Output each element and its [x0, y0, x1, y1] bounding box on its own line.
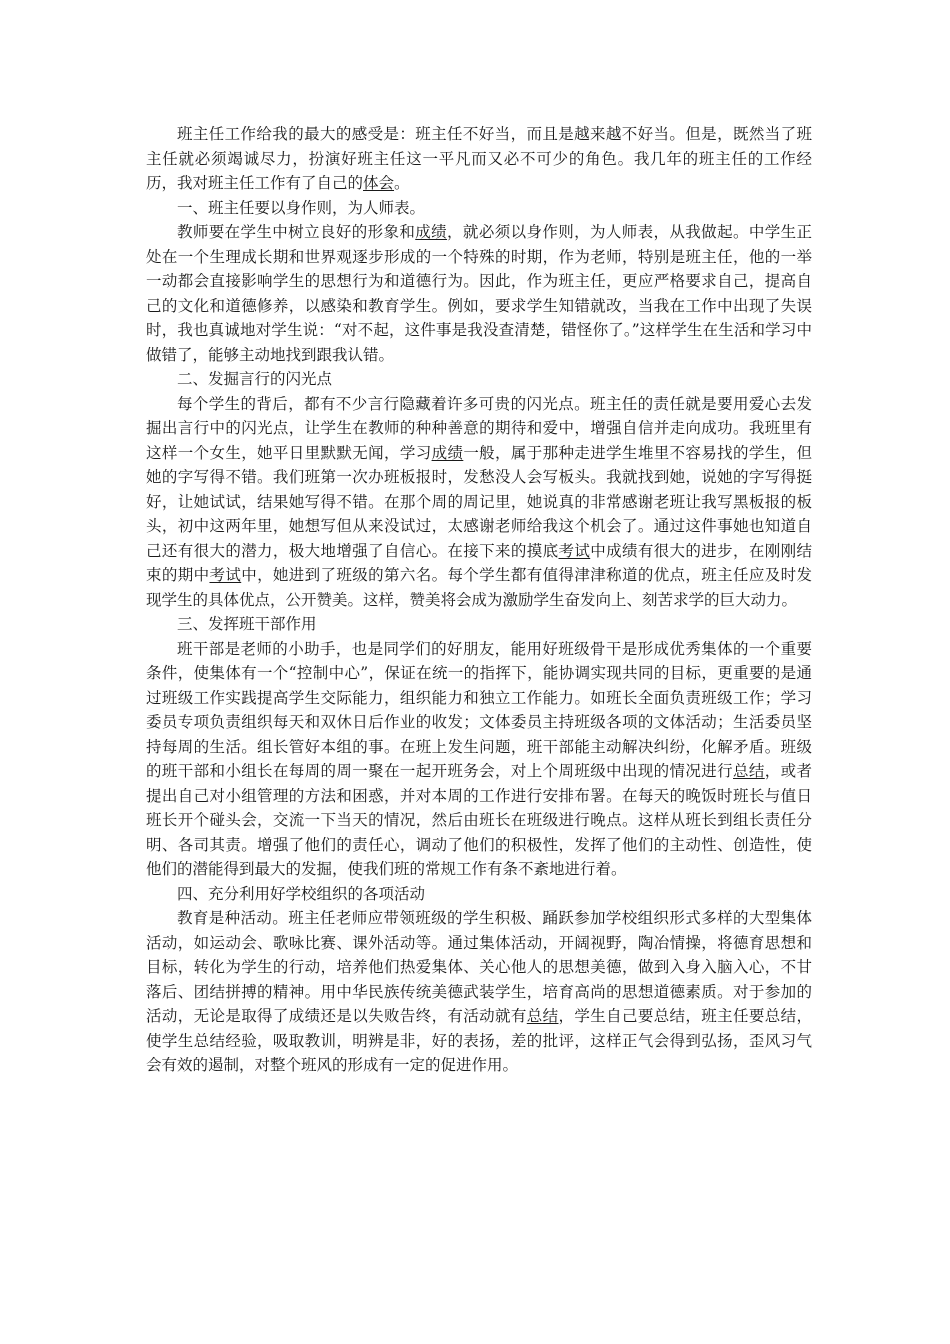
body-paragraph [146, 637, 812, 882]
text-segment: 三、发挥班干部作用 [177, 615, 317, 633]
text-segment: ，就必须以身作则，为人师表，从我做起。中学生正处在一个生理成长期和世界观逐步形成的一个特殊的时期，作为老师，特别是班主任，他的一举一动都会直接影响学生的思想行为和道德行为。因此，作为班主任，更应严格要求自己，提高自己的文化和道德修养，以感染和教育学生。例如，要求学生知错就改，当我在工作中出现了失误时，我也真诚地对学生说：“对不起，这件事是我没查清楚，错怪你了。”这样学生在生活和学习中做错了，能够主动地找到跟我认错。 [146, 223, 812, 364]
text-segment: 每个学生的背后，都有不少言行隐藏着许多可贵的闪光点。班主任的责任就是要用爱心去发掘出言行中的闪光点，让学生在教师的种种善意的期待和爱中，增强自信并走向成功。我班里有这样一个女生，她平日里默默无闻，学习 [146, 394, 812, 462]
text-segment: 二、发掘言行的闪光点 [177, 370, 333, 388]
keyword-link[interactable]: 成绩 [415, 223, 448, 241]
body-paragraph [146, 122, 812, 196]
body-paragraph [146, 392, 812, 613]
text-segment: 教师要在学生中树立良好的形象和 [177, 223, 416, 241]
keyword-link[interactable]: 总结 [526, 1007, 559, 1025]
keyword-link[interactable]: 考试 [558, 541, 591, 560]
text-segment: 班主任工作给我的最大的感受是：班主任不好当，而且是越来越不好当。但是，既然当了班主任就必须竭诚尽力，扮演好班主任这一平凡而又必不可少的角色。我几年的班主任的工作经历，我对班主任工作有了自己的 [146, 125, 812, 192]
text-segment: 。 [394, 174, 410, 192]
text-segment: 一、班主任要以身作则，为人师表。 [177, 198, 426, 217]
text-segment: 中成绩有很大的进步，在刚刚结束的期中 [146, 541, 812, 584]
text-segment: 中，她进到了班级的第六名。每个学生都有值得津津称道的优点，班主任应及时发现学生的具体优点，公开赞美。这样，赞美将会成为激励学生奋发向上、刻苦求学的巨大动力。 [146, 566, 812, 609]
text-segment: 教育是种活动。班主任老师应带领班级的学生积极、踊跃参加学校组织形式多样的大型集体活动，如运动会、歌咏比赛、课外活动等。通过集体活动，开阔视野，陶冶情操，将德育思想和目标，转化为学生的行动，培养他们热爱集体、关心他人的思想美德，做到入身入脑入心，不甘落后、团结拼搏的精神。用中华民族传统美德武装学生，培育高尚的思想道德素质。对于参加的活动，无论是取得了成绩还是以失败告终，有活动就有 [146, 909, 812, 1025]
text-segment: 班干部是老师的小助手，也是同学们的好朋友，能用好班级骨干是形成优秀集体的一个重要条件，使集体有一个“控制中心”，保证在统一的指挥下，能协调实现共同的目标，更重要的是通过班级工作实践提高学生交际能力，组织能力和独立工作能力。如班长全面负责班级工作；学习委员专项负责组织每天和双休日后作业的收发；文体委员主持班级各项的文体活动；生活委员坚持每周的生活。组长管好本组的事。在班上发生问题，班干部能主动解决纠纷，化解矛盾。班级的班干部和小组长在每周的周一聚在一起开班务会，对上个周班级中出现的情况进行 [146, 639, 812, 780]
section-heading [146, 367, 812, 392]
keyword-link[interactable]: 体会 [363, 174, 395, 192]
keyword-link[interactable]: 总结 [733, 762, 765, 780]
body-paragraph [146, 220, 812, 367]
text-segment: ，或者提出自己对小组管理的方法和困惑，并对本周的工作进行安排布署。在每天的晚饭时班长与值日班长开个碰头会，交流一下当天的情况，然后由班长在班级进行晚点。这样从班长到组长责任分明、各司其责。增强了他们的责任心，调动了他们的积极性，发挥了他们的主动性、创造性，使他们的潜能得到最大的发掘，使我们班的常规工作有条不紊地进行着。 [146, 762, 812, 878]
section-heading [146, 612, 812, 637]
keyword-link[interactable]: 考试 [209, 566, 242, 584]
text-segment: ，学生自己要总结，班主任要总结，使学生总结经验，吸取教训，明辨是非，好的表扬，差的批评，这样正气会得到弘扬，歪风习气会有效的遏制，对整个班风的形成有一定的促进作用。 [146, 1007, 812, 1074]
section-heading [146, 882, 812, 907]
body-paragraph [146, 906, 812, 1078]
keyword-link[interactable]: 成绩 [431, 443, 464, 462]
section-heading [146, 196, 812, 221]
text-segment: 一般，属于那种走进学生堆里不容易找的学生，但她的字写得不错。我们班第一次办班板报时，发愁没人会写板头。我就找到她，说她的字写得挺好，让她试试，结果她写得不错。在那个周的周记里，她说真的非常感谢老班让我写黑板报的板头，初中这两年里，她想写但从来没试过，太感谢老师给我这个机会了。通过这件事她也知道自己还有很大的潜力，极大地增强了自信心。在接下来的摸底 [146, 443, 812, 560]
document-body [146, 122, 812, 1078]
text-segment: 四、充分利用好学校组织的各项活动 [177, 884, 426, 903]
